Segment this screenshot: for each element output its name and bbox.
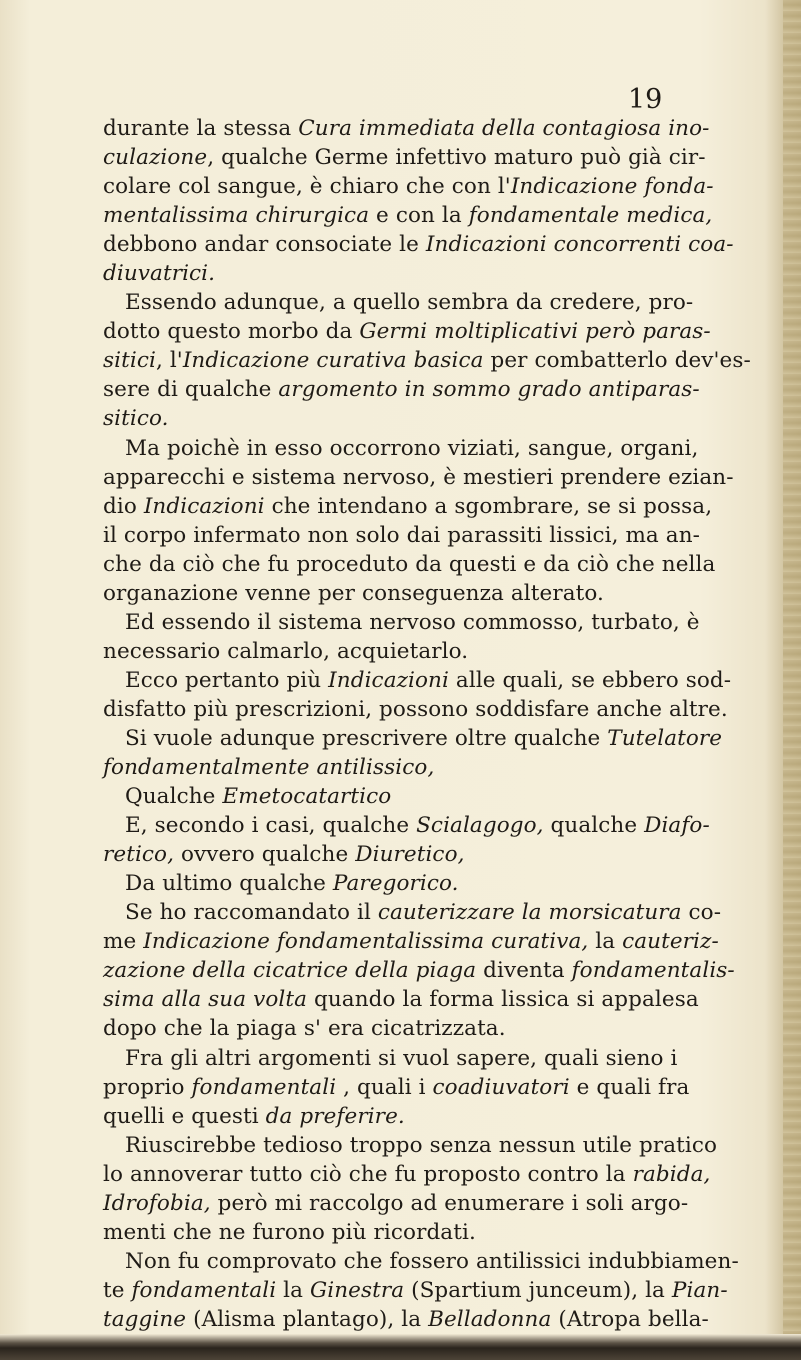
text: (Atropa bella- xyxy=(551,1306,709,1332)
text-line xyxy=(103,492,713,521)
italic-text: mentalissima chirurgica xyxy=(103,203,370,229)
text-line xyxy=(103,753,659,782)
italic-text: Indicazione curativa basica xyxy=(182,348,484,374)
page-bottom-edge xyxy=(0,1334,801,1360)
text-line xyxy=(103,1305,709,1334)
text-line xyxy=(103,1218,659,1247)
text-line xyxy=(103,1247,739,1276)
text: proprio xyxy=(103,1074,192,1100)
text: organazione venne per conseguenza alterato. xyxy=(103,580,604,606)
text: te xyxy=(103,1277,132,1303)
text-line xyxy=(103,782,659,811)
italic-text: argomento in sommo grado antiparas- xyxy=(278,377,700,403)
text-line xyxy=(103,898,722,927)
text-line xyxy=(103,317,711,346)
text-line xyxy=(103,230,734,259)
text-line xyxy=(103,434,699,463)
text: disfatto più prescrizioni, possono soddisfare anche altre. xyxy=(103,696,728,722)
text-line xyxy=(103,579,659,608)
text: alle quali, se ebbero sod- xyxy=(448,667,732,693)
text: Ed essendo il sistema nervoso commosso, turbato, è xyxy=(125,609,700,635)
text: dio xyxy=(103,493,144,519)
text: apparecchi e sistema nervoso, è mestieri prendere ezian- xyxy=(103,464,734,490)
text: per combatterlo dev'es- xyxy=(483,348,751,374)
italic-text: Paregorico. xyxy=(332,871,459,897)
italic-text: fondamentali xyxy=(191,1074,337,1100)
italic-text: Emetocatartico xyxy=(222,784,392,810)
text-line xyxy=(103,1014,659,1043)
text-line xyxy=(103,1189,689,1218)
italic-text: Indicazioni concorrenti coa- xyxy=(425,232,734,258)
italic-text: coadiuvatori xyxy=(432,1074,570,1100)
text-line xyxy=(103,404,659,433)
italic-text: retico, xyxy=(103,842,175,868)
text: lo annoverar tutto ciò che fu proposto contro la xyxy=(103,1161,633,1187)
text: Non fu comprovato che fossero antilissici indubbiamen- xyxy=(125,1248,739,1274)
text-line xyxy=(103,1073,690,1102)
text-line xyxy=(103,1131,718,1160)
text-line xyxy=(103,927,719,956)
text: quando la forma lissica si appalesa xyxy=(307,987,699,1013)
text: la xyxy=(588,929,623,955)
italic-text: diuvatrici. xyxy=(103,261,216,287)
italic-text: culazione xyxy=(103,145,208,171)
text-line xyxy=(103,608,700,637)
text: , l' xyxy=(155,348,183,374)
text: me xyxy=(103,929,144,955)
italic-text: Indicazioni xyxy=(328,667,449,693)
text-line xyxy=(103,1276,728,1305)
text-line xyxy=(103,201,713,230)
italic-text: fondamentale medica, xyxy=(468,203,713,229)
text: e quali fra xyxy=(569,1074,690,1100)
italic-text: fondamentalis- xyxy=(571,958,735,984)
italic-text: Diafo- xyxy=(644,813,710,839)
text: Ma poichè in esso occorrono viziati, sangue, organi, xyxy=(125,435,699,461)
text: che intendano a sgombrare, se si possa, xyxy=(264,493,713,519)
text: Fra gli altri argomenti si vuol sapere, quali sieno i xyxy=(125,1045,678,1071)
page-number: 19 xyxy=(628,84,663,115)
text: quelli e questi xyxy=(103,1103,266,1129)
text-line xyxy=(103,259,659,288)
text: , qualche Germe infettivo maturo può già cir- xyxy=(207,145,706,171)
text-line xyxy=(103,637,659,666)
italic-text: fondamentali xyxy=(131,1277,277,1303)
italic-text: Indicazione fondamentalissima curativa, xyxy=(143,929,589,955)
text: colare col sangue, è chiaro che con l' xyxy=(103,174,511,200)
text: E, secondo i casi, qualche xyxy=(125,813,417,839)
text-line xyxy=(103,346,751,375)
italic-text: Belladonna xyxy=(428,1306,552,1332)
text-line xyxy=(103,695,728,724)
italic-text: rabida, xyxy=(632,1161,711,1187)
text: la xyxy=(276,1277,310,1303)
italic-text: zazione della cicatrice della piaga xyxy=(103,958,477,984)
text: Qualche xyxy=(125,784,223,810)
text-line xyxy=(103,666,732,695)
italic-text: cauteriz- xyxy=(622,929,719,955)
text: (Alisma plantago), la xyxy=(186,1306,429,1332)
text-line xyxy=(103,1160,711,1189)
italic-text: Cura immediata della contagiosa ino- xyxy=(298,116,710,141)
page-edge-shadow xyxy=(783,0,801,1360)
text-line xyxy=(103,1102,659,1131)
text-line xyxy=(103,811,710,840)
text: Essendo adunque, a quello sembra da credere, pro- xyxy=(125,290,694,316)
text: durante la stessa xyxy=(103,116,299,141)
text-line xyxy=(103,985,699,1014)
text-line xyxy=(103,288,694,317)
text: necessario calmarlo, acquietarlo. xyxy=(103,638,469,664)
text: sere di qualche xyxy=(103,377,279,403)
italic-text: Tutelatore xyxy=(607,725,723,751)
italic-text: sitici xyxy=(103,348,156,374)
italic-text: Indicazione fonda- xyxy=(510,174,714,200)
text: Si vuole adunque prescrivere oltre qualche xyxy=(125,725,608,751)
text-line xyxy=(103,521,701,550)
text: Se ho raccomandato il xyxy=(125,900,378,926)
text-line xyxy=(103,114,710,143)
italic-text: fondamentalmente antilissico, xyxy=(103,755,435,781)
text-line xyxy=(103,956,735,985)
text-line xyxy=(103,550,716,579)
text: co- xyxy=(681,900,722,926)
text: menti che ne furono più ricordati. xyxy=(103,1219,476,1245)
italic-text: Germi moltiplicativi però paras- xyxy=(359,319,711,345)
italic-text: sima alla sua volta xyxy=(103,987,308,1013)
text: Da ultimo qualche xyxy=(125,871,333,897)
text-line xyxy=(103,463,734,492)
text: diventa xyxy=(476,958,572,984)
text: dopo che la piaga s' era cicatrizzata. xyxy=(103,1016,506,1042)
text-line xyxy=(103,172,714,201)
text: , quali i xyxy=(336,1074,433,1100)
text-line xyxy=(103,724,723,753)
text-line xyxy=(103,840,659,869)
text-line xyxy=(103,869,659,898)
text: Ecco pertanto più xyxy=(125,667,329,693)
text: qualche xyxy=(543,813,645,839)
italic-text: Indicazioni xyxy=(143,493,265,519)
text: però mi raccolgo ad enumerare i soli argo- xyxy=(210,1190,689,1216)
italic-text: Scialagogo, xyxy=(416,813,544,839)
text: dotto questo morbo da xyxy=(103,319,360,345)
italic-text: Idrofobia, xyxy=(103,1190,211,1216)
text: ovvero qualche xyxy=(174,842,356,868)
italic-text: Diuretico, xyxy=(355,842,465,868)
text-line xyxy=(103,143,706,172)
text-line xyxy=(103,1044,678,1073)
italic-text: da preferire. xyxy=(265,1103,405,1129)
text: (Spartium junceum), la xyxy=(404,1277,672,1303)
italic-text: sitico. xyxy=(103,406,169,432)
text: e con la xyxy=(369,203,469,229)
page-body-text xyxy=(103,114,751,1334)
text: che da ciò che fu proceduto da questi e da ciò che nella xyxy=(103,551,716,577)
text: debbono andar consociate le xyxy=(103,232,426,258)
italic-text: cauterizzare la morsicatura xyxy=(377,900,682,926)
text: il corpo infermato non solo dai parassiti lissici, ma an- xyxy=(103,522,701,548)
text: Riuscirebbe tedioso troppo senza nessun utile pratico xyxy=(125,1132,718,1158)
italic-text: Pian- xyxy=(671,1277,728,1303)
text-line xyxy=(103,375,700,404)
italic-text: taggine xyxy=(103,1306,187,1332)
italic-text: Ginestra xyxy=(309,1277,405,1303)
